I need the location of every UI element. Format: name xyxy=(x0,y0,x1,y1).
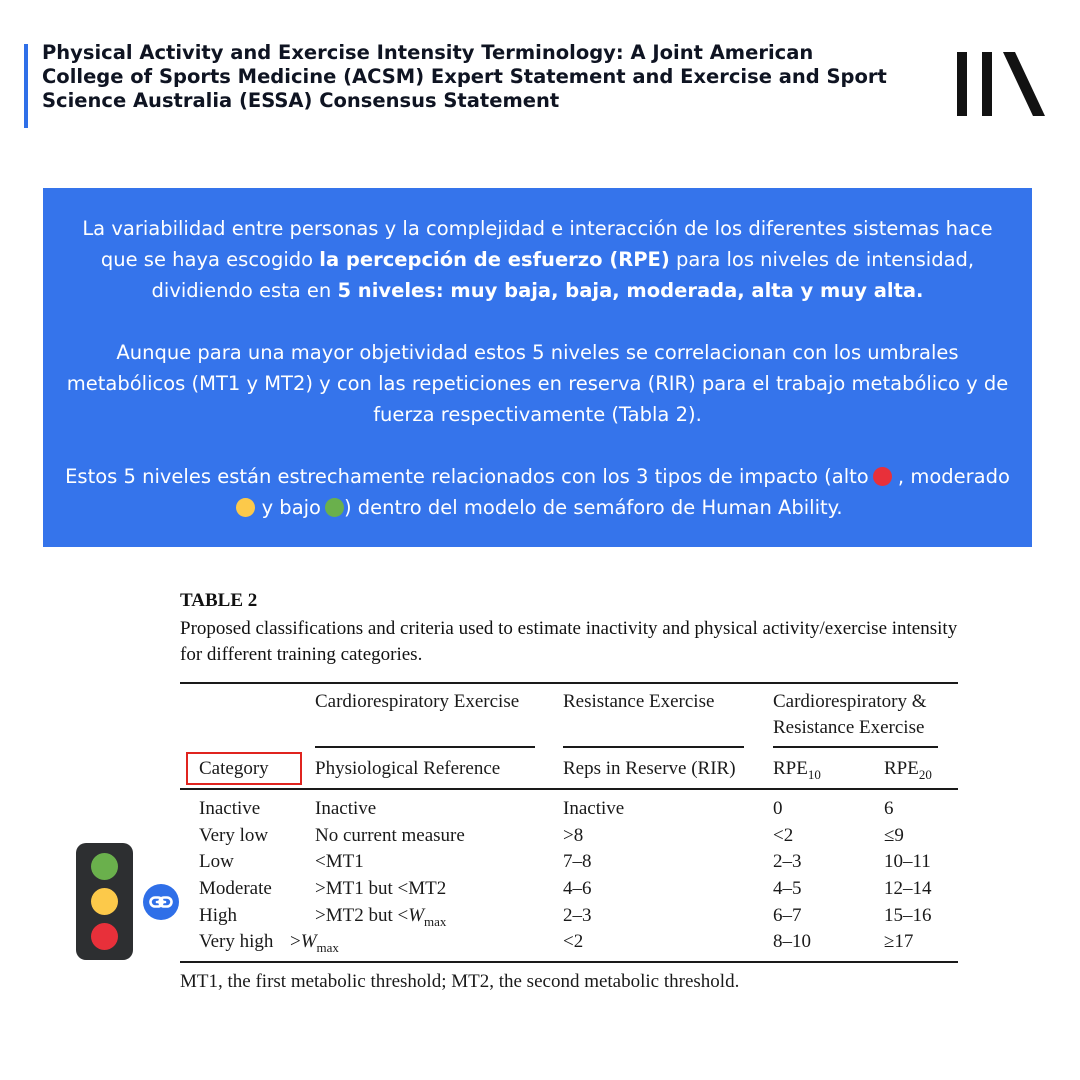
table-cell-rpe10: 2–3 xyxy=(773,851,802,872)
yellow-dot-icon xyxy=(236,498,255,517)
green-dot-icon xyxy=(325,498,344,517)
column-category: Category xyxy=(199,758,269,779)
table-caption-block xyxy=(180,590,960,668)
header-bottom-rule xyxy=(180,788,958,790)
table-footnote: MT1, the first metabolic threshold; MT2, the second metabolic threshold. xyxy=(180,971,740,992)
table-bottom-rule xyxy=(180,961,958,963)
table-cell-rpe20: 15–16 xyxy=(884,905,932,926)
column-physio: Physiological Reference xyxy=(315,758,501,779)
table-cell-category: Low xyxy=(199,851,234,872)
link-button[interactable] xyxy=(143,884,179,920)
table-label: TABLE 2 xyxy=(180,590,258,611)
traffic-light-icon xyxy=(76,843,133,960)
table-cell-physio: <MT1 xyxy=(315,851,364,872)
info-callout xyxy=(43,188,1032,547)
table-cell-category: Inactive xyxy=(199,798,261,819)
header-combined-line2: Resistance Exercise xyxy=(773,717,925,738)
yellow-light-icon xyxy=(91,888,118,915)
table-cell-category: High xyxy=(199,905,237,926)
link-icon xyxy=(143,884,179,920)
column-rpe10: $RPE_{10}$ xyxy=(773,758,821,782)
header-cardio: Cardiorespiratory Exercise xyxy=(315,691,520,712)
header-combined-line1: Cardiorespiratory & xyxy=(773,691,927,712)
table-cell-rpe20: ≥17 xyxy=(884,931,914,952)
table-cell-rpe20: 12–14 xyxy=(884,878,932,899)
table-cell-physio: >MT2 but $<W_{max}$ xyxy=(315,905,447,929)
callout-paragraph-2: Aunque para una mayor objetividad estos 5 niveles se correlacionan con los umbrales metabólicos (MT1 y MT2) y con las repeticiones en reserva (RIR) para el trabajo metabólico y de fuerza respectivamente (Tabla 2). xyxy=(66,341,1009,426)
table-cell-category: Moderate xyxy=(199,878,272,899)
table-cell-physio: $>W_{max}$ xyxy=(290,931,339,955)
callout-paragraph-3: Estos 5 niveles están estrechamente relacionados con los 3 tipos de impacto (alto , moderado y bajo ) dentro del modelo de semáforo de Human Ability. xyxy=(65,465,1010,519)
table-cell-rpe10: 8–10 xyxy=(773,931,811,952)
table-cell-category: Very low xyxy=(199,825,269,846)
table-cell-rpe20: 10–11 xyxy=(884,851,931,872)
table-cell-category: Very high xyxy=(199,931,274,952)
table-cell-rpe10: 6–7 xyxy=(773,905,802,926)
table-cell-physio: No current measure xyxy=(315,825,465,846)
red-light-icon xyxy=(91,923,118,950)
table-top-rule xyxy=(180,682,958,684)
table-cell-rir: >8 xyxy=(563,825,584,846)
green-light-icon xyxy=(91,853,118,880)
callout-paragraph-1: La variabilidad entre personas y la complejidad e interacción de los diferentes sistemas hace que se haya escogido la percepción de esfuerzo (RPE) para los niveles de intensidad, dividiendo esta en 5 niveles: muy baja, baja, moderada, alta y muy alta. xyxy=(82,217,993,302)
table-cell-rpe20: ≤9 xyxy=(884,825,904,846)
title-accent-bar xyxy=(24,44,28,128)
table-cell-rpe10: 4–5 xyxy=(773,878,802,899)
combined-group-rule xyxy=(773,746,938,748)
table-cell-rir: Inactive xyxy=(563,798,625,819)
page-title: Physical Activity and Exercise Intensity Terminology: A Joint American College of Sports Medicine (ACSM) Expert Statement and Exercise and Sport Science Australia (ESSA) Consensus Statement xyxy=(42,41,887,112)
header-resistance: Resistance Exercise xyxy=(563,691,715,712)
cardio-group-rule xyxy=(315,746,535,748)
table-cell-rir: 2–3 xyxy=(563,905,592,926)
column-rpe20: $RPE_{20}$ xyxy=(884,758,932,782)
table-cell-rpe10: <2 xyxy=(773,825,794,846)
table-cell-rpe20: 6 xyxy=(884,798,894,819)
red-dot-icon xyxy=(873,467,892,486)
table-caption: Proposed classifications and criteria used to estimate inactivity and physical activity/exercise intensity for different training categories. xyxy=(180,618,958,665)
brand-logo xyxy=(957,52,1045,116)
column-rir: Reps in Reserve (RIR) xyxy=(563,758,736,779)
table-cell-rpe10: 0 xyxy=(773,798,783,819)
table-cell-physio: Inactive xyxy=(315,798,377,819)
table-cell-rir: 4–6 xyxy=(563,878,592,899)
table-cell-physio: >MT1 but <MT2 xyxy=(315,878,447,899)
table-cell-rir: <2 xyxy=(563,931,584,952)
resistance-group-rule xyxy=(563,746,744,748)
table-cell-rir: 7–8 xyxy=(563,851,592,872)
